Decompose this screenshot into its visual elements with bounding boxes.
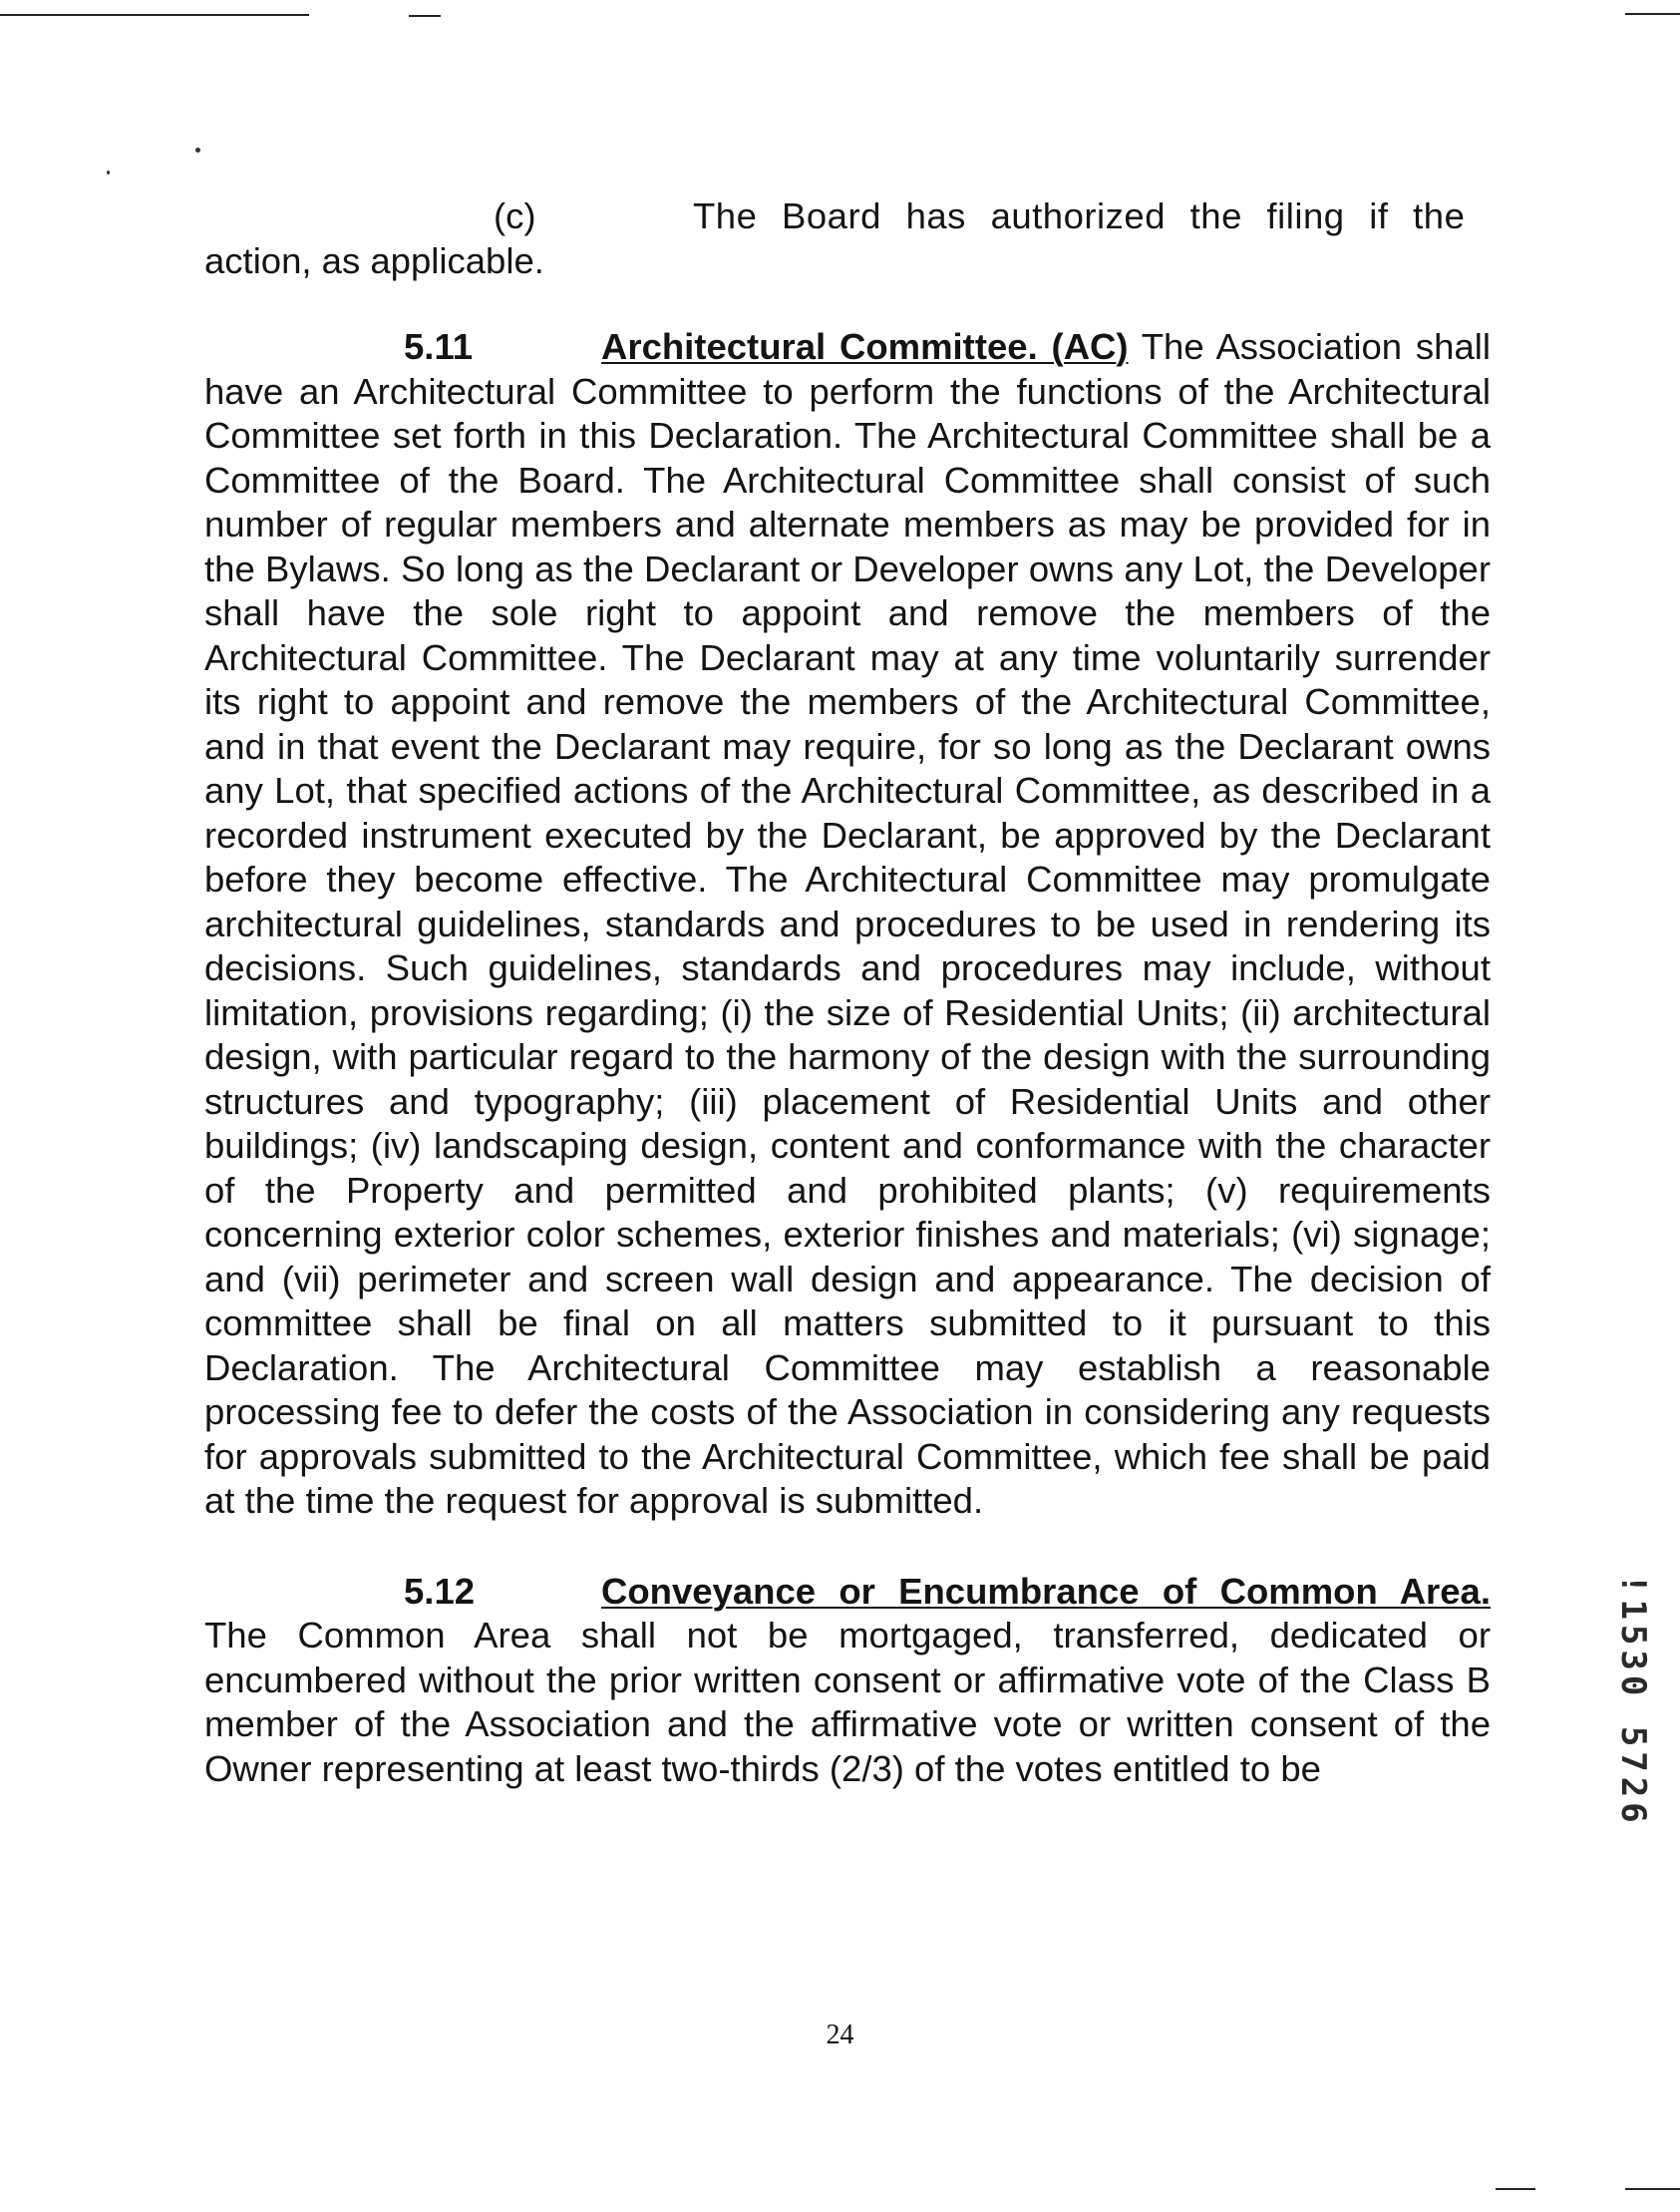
section-number: 5.11	[404, 326, 474, 367]
subitem-c	[204, 194, 1491, 239]
scan-speck	[195, 148, 200, 153]
scan-edge-line	[1496, 2188, 1535, 2190]
section-body: The Association shall have an Architectural Committee to perform the functions of the Architectural Committee set forth in this Declaration. The Architectural Committee shall be a Committee of the Board. The Architectural Committee shall consist of such number of regular members and alternate members as may be provided for in the Bylaws. So long as the Declarant or Developer owns any Lot, the Developer shall have the sole right to appoint and remove the members of the Architectural Committee. The Declarant may at any time voluntarily surrender its right to appoint and remove the members of the Architectural Committee, and in that event the Declarant may require, for so long as the Declarant owns any Lot, that specified actions of the Architectural Committee, as described in a recorded instrument executed by the Declarant, be approved by the Declarant before they become effective. The Architectural Committee may promulgate architectural guidelines, standards and procedures to be used in rendering its decisions. Such guidelines, standards and procedures may include, without limitation, provisions regarding; (i) the size of Residential Units; (ii) architectural design, with particular regard to the harmony of the design with the surrounding structures and typography; (iii) placement of Residential Units and other buildings; (iv) landscaping design, content and conformance with the character of the Property and permitted and prohibited plants; (v) requirements concerning exterior color schemes, exterior finishes and materials; (vi) signage; and (vii) perimeter and screen wall design and appearance. The decision of committee shall be final on all matters submitted to it pursuant to this Declaration. The Architectural Committee may establish a reasonable processing fee to defer the costs of the Association in considering any requests for approvals submitted to the Architectural Committee, which fee shall be paid at the time the request for approval is submitted.	[204, 326, 1491, 1521]
scan-speck	[107, 171, 110, 175]
section-body: The Common Area shall not be mortgaged, transferred, dedicated or encumbered without the prior written consent or affirmative vote of the Class B member of the Association and the affirmative vote or written consent of the Owner representing at least two-thirds (2/3) of the votes entitled to be	[204, 1615, 1491, 1789]
section-title: Conveyance or Encumbrance of Common Area.	[601, 1570, 1491, 1612]
subitem-label: (c)	[494, 195, 536, 236]
scan-edge-line	[1625, 2188, 1680, 2190]
margin-stamp: !1530 5726	[1613, 1574, 1653, 1828]
scan-edge-line	[0, 14, 309, 16]
section-number: 5.12	[404, 1570, 476, 1612]
section-5-12	[204, 1570, 1491, 1792]
scan-edge-line	[1625, 13, 1680, 15]
section-5-11	[204, 325, 1491, 1524]
page-number: 24	[826, 2020, 854, 2050]
scan-edge-line	[409, 15, 441, 17]
subitem-continuation: action, as applicable.	[204, 239, 544, 281]
section-title: Architectural Committee. (AC)	[601, 326, 1129, 367]
subitem-text: The Board has authorized the filing if the	[693, 195, 1466, 236]
document-body	[204, 194, 1491, 1791]
